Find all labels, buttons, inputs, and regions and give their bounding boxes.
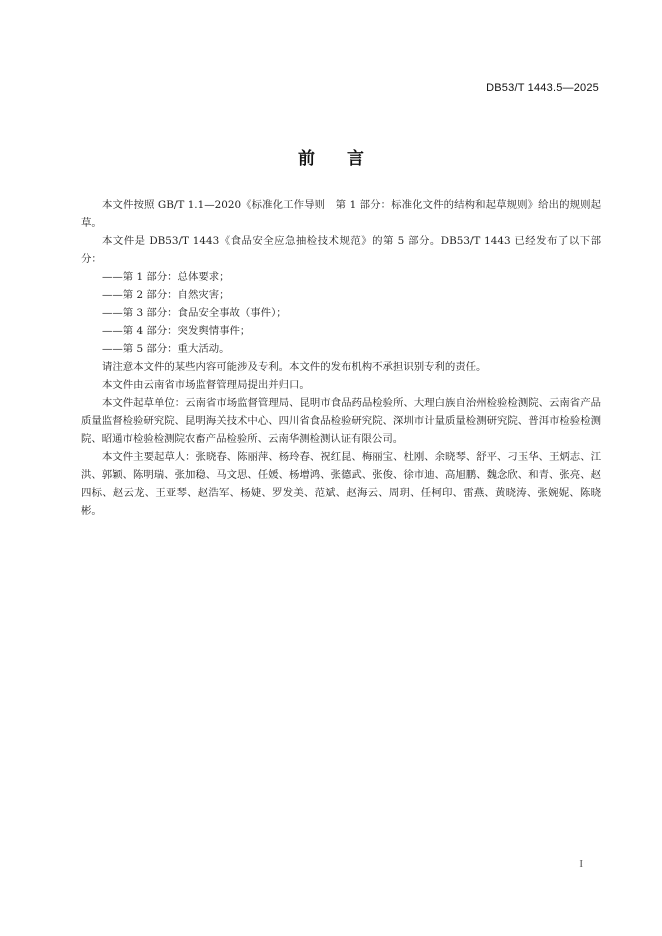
- paragraph-drafters: 本文件主要起草人：张晓春、陈丽萍、杨玲春、祝红昆、梅丽宝、杜刚、余晓琴、舒平、刁玉华、王炳志、江洪、郭颖、陈明瑞、张加稳、马文思、任媛、杨增鸿、张德武、张俊、徐市迪、高旭鹏、魏念欣、和青、张亮、赵四标、赵云龙、王亚琴、赵浩军、杨婕、罗发美、范斌、赵海云、周玥、任柯印、雷燕、黄晓涛、张婉妮、陈晓彬。: [81, 451, 601, 517]
- page-number: I: [579, 858, 583, 870]
- list-item: ——第 3 部分：食品安全事故（事件）；: [102, 307, 287, 319]
- page-title: 前言: [298, 149, 396, 169]
- paragraph-drafting-units: 本文件起草单位：云南省市场监督管理局、昆明市食品药品检验所、大理白族自治州检验检测院、云南省产品质量监督检验研究院、昆明海关技术中心、四川省食品检验研究院、深圳市计量质量检测研究院、普洱市检验检测院、昭通市检验检测院农畜产品检验所、云南华测检测认证有限公司。: [81, 397, 601, 445]
- foreword-body: [81, 196, 601, 520]
- list-item: ——第 2 部分：自然灾害；: [102, 289, 230, 301]
- list-item: ——第 1 部分：总体要求；: [102, 271, 230, 283]
- list-item: ——第 4 部分：突发舆情事件；: [102, 325, 251, 337]
- paragraph-drafting-rules: 本文件按照 GB/T 1.1—2020《标准化工作导则 第 1 部分：标准化文件的结构和起草规则》给出的规则起草。: [81, 199, 601, 229]
- document-code: DB53/T 1443.5—2025: [486, 82, 599, 94]
- paragraph-proposer: 本文件由云南省市场监督管理局提出并归口。: [102, 379, 310, 391]
- paragraph-patent-notice: 请注意本文件的某些内容可能涉及专利。本文件的发布机构不承担识别专利的责任。: [102, 361, 487, 373]
- parts-list: [81, 268, 601, 358]
- paragraph-series-intro: 本文件是 DB53/T 1443《食品安全应急抽检技术规范》的第 5 部分。DB53/T 1443 已经发布了以下部分：: [81, 235, 601, 265]
- list-item: ——第 5 部分：重大活动。: [102, 343, 230, 355]
